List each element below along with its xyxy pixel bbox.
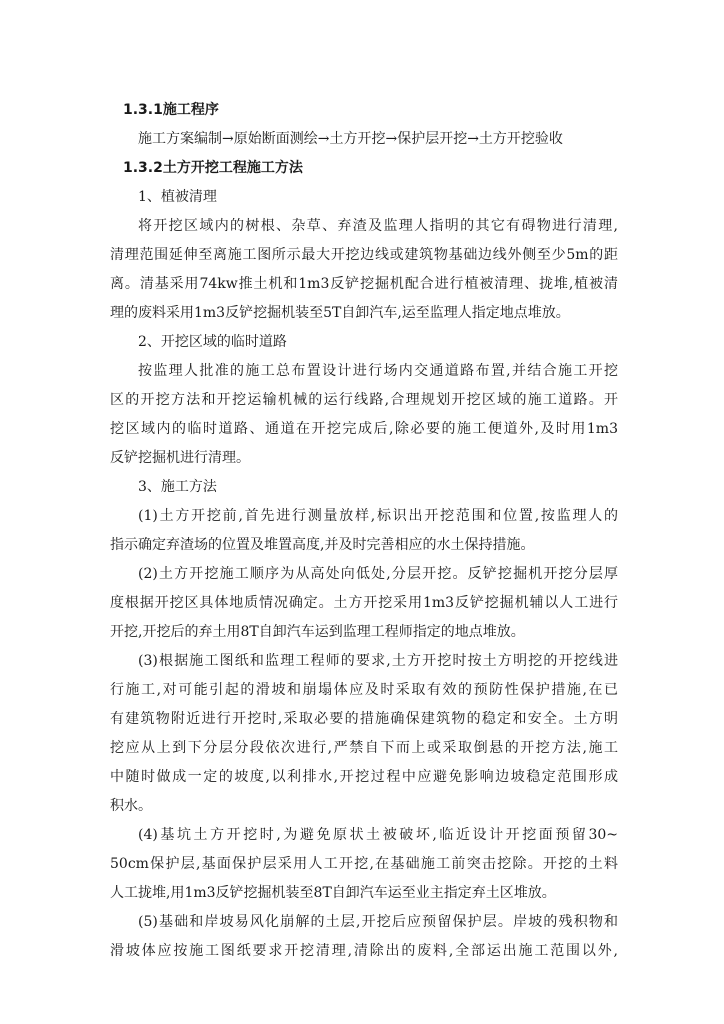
paragraph-line: 区的开挖方法和开挖运输机械的运行线路,合理规划开挖区域的施工道路。开	[110, 392, 618, 408]
paragraph-line: 积水。	[110, 798, 152, 814]
paragraph-line: 将开挖区域内的树根、杂草、弃渣及监理人指明的其它有碍物进行清理,	[138, 218, 618, 234]
paragraph-line: 中随时做成一定的坡度,以利排水,开挖过程中应避免影响边坡稳定范围形成	[110, 769, 618, 785]
paragraph-line: 挖应从上到下分层分段依次进行,严禁自下而上或采取倒悬的开挖方法,施工	[110, 740, 618, 756]
paragraph-line: 人工拢堆,用1m3反铲挖掘机装至8T自卸汽车运至业主指定弃土区堆放。	[110, 885, 556, 901]
paragraph-line: (2)土方开挖施工顺序为从高处向低处,分层开挖。反铲挖掘机开挖分层厚	[138, 566, 618, 582]
paragraph-line: 指示确定弃渣场的位置及堆置高度,并及时完善相应的水土保持措施。	[110, 537, 535, 553]
paragraph-line: 行施工,对可能引起的滑坡和崩塌体应及时采取有效的预防性保护措施,在已	[110, 682, 618, 698]
paragraph-line: 开挖,开挖后的弃土用8T自卸汽车运到监理工程师指定的地点堆放。	[110, 624, 525, 640]
document-body	[110, 96, 618, 966]
paragraph-line: 度根据开挖区具体地质情况确定。土方开挖采用1m3反铲挖掘机辅以人工进行	[110, 595, 618, 611]
paragraph-line: 50cm保护层,基面保护层采用人工开挖,在基础施工前突击挖除。开挖的土料	[110, 856, 618, 872]
paragraph-line: (3)根据施工图纸和监理工程师的要求,土方开挖时按土方明挖的开挖线进	[138, 653, 618, 669]
paragraph-line: 挖区域内的临时道路、通道在开挖完成后,除必要的施工便道外,及时用1m3	[110, 421, 618, 437]
construction-flow: 施工方案编制→原始断面测绘→土方开挖→保护层开挖→土方开挖验收	[138, 131, 563, 147]
subsection-title-temp-roads: 2、开挖区域的临时道路	[138, 334, 287, 350]
subsection-title-vegetation: 1、植被清理	[138, 189, 217, 205]
subsection-title-methods: 3、施工方法	[138, 479, 217, 495]
paragraph-line: 按监理人批准的施工总布置设计进行场内交通道路布置,并结合施工开挖	[138, 363, 618, 379]
paragraph-line: (5)基础和岸坡易风化崩解的土层,开挖后应预留保护层。岸坡的残积物和	[138, 914, 618, 930]
paragraph-line: 滑坡体应按施工图纸要求开挖清理,清除出的废料,全部运出施工范围以外,	[110, 943, 618, 959]
paragraph-line: 有建筑物附近进行开挖时,采取必要的措施确保建筑物的稳定和安全。土方明	[110, 711, 618, 727]
section-heading-1-3-2: 1.3.2土方开挖工程施工方法	[123, 160, 303, 176]
paragraph-line: 离。清基采用74kw推土机和1m3反铲挖掘机配合进行植被清理、拢堆,植被清	[110, 276, 618, 292]
paragraph-line: (4)基坑土方开挖时,为避免原状土被破坏,临近设计开挖面预留30~	[138, 827, 618, 843]
paragraph-line: 清理范围延伸至离施工图所示最大开挖边线或建筑物基础边线外侧至少5m的距	[110, 247, 618, 263]
paragraph-line: 理的废料采用1m3反铲挖掘机装至5T自卸汽车,运至监理人指定地点堆放。	[110, 305, 570, 321]
section-heading-1-3-1: 1.3.1施工程序	[123, 102, 219, 118]
paragraph-line: 反铲挖掘机进行清理。	[110, 450, 250, 466]
paragraph-line: (1)土方开挖前,首先进行测量放样,标识出开挖范围和位置,按监理人的	[138, 508, 618, 524]
